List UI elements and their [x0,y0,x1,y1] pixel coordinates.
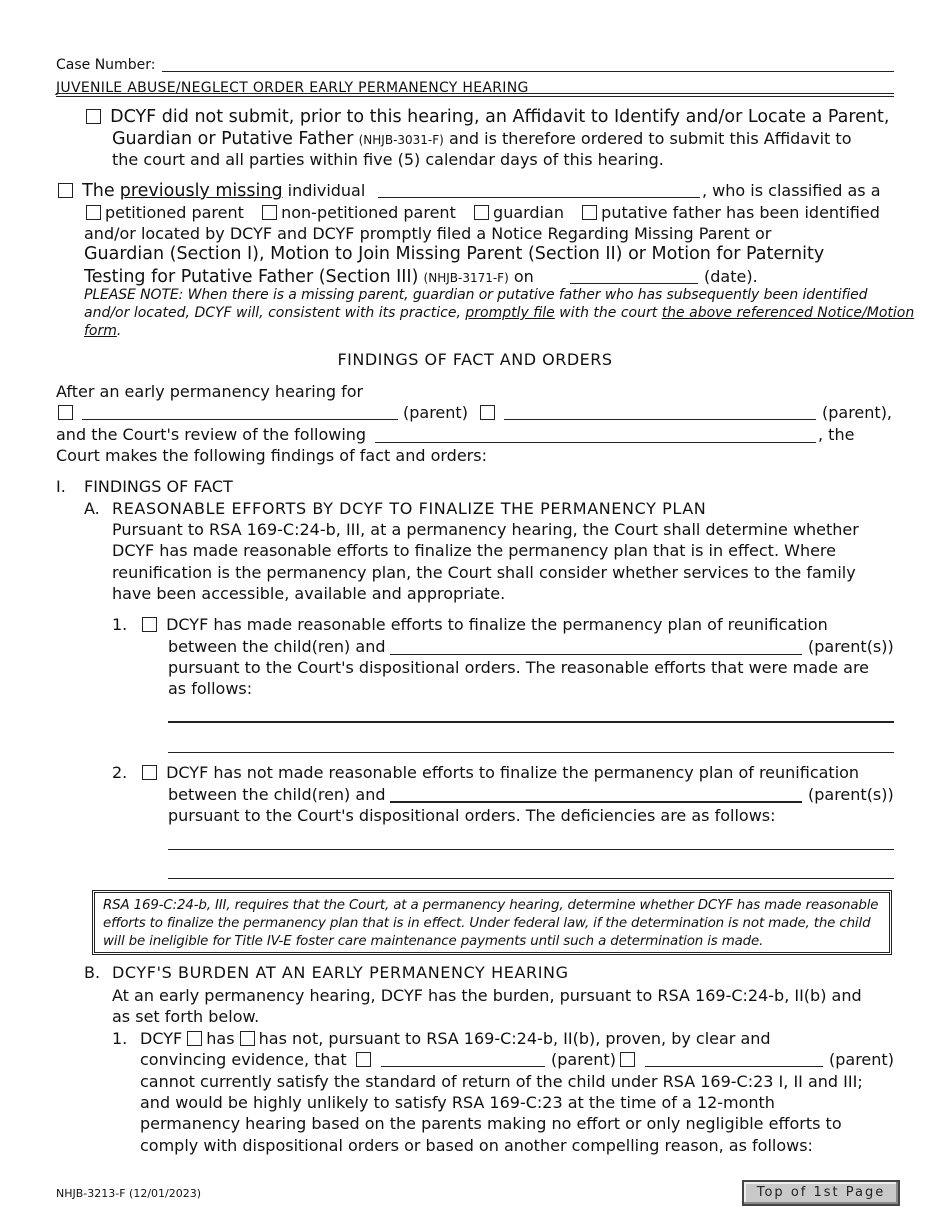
missing-individual-label: individual [287,181,366,200]
b1-has-label: has [206,1029,235,1048]
paternity-testing-text: Testing for Putative Father (Section III) [84,267,419,287]
petitioned-parent-label: petitioned parent [105,203,244,222]
non-petitioned-parent-label: non-petitioned parent [281,203,456,222]
top-of-first-page-button[interactable]: Top of 1st Page [742,1180,900,1206]
intro-parents-row [58,402,77,423]
rsa-box-line-3: will be ineligible for Title IV-E foster care maintenance payments until such a determination is made. [103,934,764,949]
title-rule-2 [56,96,894,97]
item-1-line-4: as follows: [168,679,253,698]
b1-has-not-checkbox[interactable] [240,1031,255,1046]
b1-parent-2-field[interactable] [645,1066,823,1067]
intro-review-label: and the Court's review of the following [56,425,367,444]
section-i-number: I. [56,477,66,496]
rsa-notice-box [92,890,892,955]
previously-missing-text: previously missing [119,181,283,201]
section-a-p4: have been accessible, available and appropriate. [112,584,506,603]
missing-line-4: Guardian (Section I), Motion to Join Missing Parent (Section II) or Motion for Paternity [84,244,825,264]
missing-individual-checkbox[interactable] [58,183,73,198]
item-2-checkbox[interactable] [142,765,157,780]
note-period: . [116,323,122,339]
item-2-line-2a: between the child(ren) and [168,785,386,804]
non-petitioned-parent-checkbox[interactable] [262,205,277,220]
b1-parent-1-label: (parent) [551,1050,616,1069]
affidavit-line-2b: and is therefore ordered to submit this Affidavit to [448,129,852,148]
case-number-label: Case Number: [56,57,156,73]
guardian-checkbox[interactable] [474,205,489,220]
item-1-line-2a: between the child(ren) and [168,637,386,656]
item-1-efforts-field-1[interactable] [168,721,894,723]
parent-2-field[interactable] [504,419,816,420]
item-2-text: DCYF has not made reasonable efforts to finalize the permanency plan of reunification [166,763,860,782]
b1-line-4: and would be highly unlikely to satisfy RSA 169-C:23 at the time of a 12-month [140,1093,775,1112]
b1-parent-2-label: (parent) [829,1050,894,1069]
missing-line-3: and/or located by DCYF and DCYF promptly filed a Notice Regarding Missing Parent or [84,224,772,243]
b1-parent-1-checkbox[interactable] [356,1052,371,1067]
affidavit-form-number: (NHJB-3031-F) [358,133,444,147]
b1-parent-1-checkbox-wrap [356,1049,375,1070]
court-review-field[interactable] [375,442,816,443]
guardian-label: guardian [493,203,564,222]
please-note-line-3 [84,322,121,340]
b1-line-1 [140,1028,771,1049]
missing-the: The [82,181,115,201]
affidavit-line-1: DCYF did not submit, prior to this hearing, an Affidavit to Identify and/or Locate a Parent, [110,107,890,127]
item-1-parents-field[interactable] [390,654,802,655]
item-1-efforts-field-2[interactable] [168,752,894,753]
item-2-deficiencies-field-2[interactable] [168,878,894,879]
intro-line-4: Court makes the following findings of fact and orders: [56,446,487,465]
date-label: (date). [704,267,758,286]
b1-dcyf: DCYF [140,1029,183,1048]
on-label: on [513,267,534,286]
findings-heading: FINDINGS OF FACT AND ORDERS [337,350,613,369]
classification-options [86,202,880,223]
section-b-label: B. [84,963,101,982]
putative-father-checkbox[interactable] [582,205,597,220]
section-b-p1: At an early permanency hearing, DCYF has the burden, pursuant to RSA 169-C:24-b, II(b) and [112,986,862,1005]
item-1-text: DCYF has made reasonable efforts to finalize the permanency plan of reunification [166,615,828,634]
parent-2-checkbox[interactable] [480,405,495,420]
missing-form-number: (NHJB-3171-F) [423,271,509,285]
b1-has-not-label: has not, pursuant to RSA 169-C:24-b, II(b), proven, by clear and [258,1029,771,1048]
classified-label: , who is classified as a [702,181,881,200]
petitioned-parent-checkbox[interactable] [86,205,101,220]
parent-2-checkbox-wrap [480,402,499,423]
b1-line-6: comply with dispositional orders or based on another compelling reason, as follows: [140,1136,813,1155]
parent-1-field[interactable] [82,419,398,420]
note-promptly-file: promptly file [465,305,555,321]
b1-line-2a: convincing evidence, that [140,1050,347,1069]
item-1-line-1 [142,614,828,635]
note-text-b: with the court [559,305,658,321]
b1-has-checkbox[interactable] [187,1031,202,1046]
case-number-field[interactable] [162,71,894,72]
item-1-parents-label: (parent(s)) [808,637,894,656]
note-above-referenced: the above referenced Notice/Motion [661,305,915,321]
filing-date-field[interactable] [570,283,698,284]
putative-father-label: putative father has been identified [601,203,880,222]
missing-individual-field[interactable] [378,197,700,198]
note-text-a: and/or located, DCYF will, consistent with its practice, [84,305,461,321]
missing-line-1 [58,180,365,202]
section-b-title: DCYF'S BURDEN AT AN EARLY PERMANENCY HEARING [112,963,569,982]
item-2-deficiencies-field-1[interactable] [168,849,894,850]
intro-line-1: After an early permanency hearing for [56,382,364,401]
item-2-line-1 [142,762,859,783]
section-a-p1: Pursuant to RSA 169-C:24-b, III, at a permanency hearing, the Court shall determine whether [112,520,859,539]
item-2-number: 2. [112,763,128,782]
parent-2-label: (parent), [822,403,893,422]
item-1-line-3: pursuant to the Court's dispositional orders. The reasonable efforts that were made are [168,658,870,677]
affidavit-checkbox[interactable] [86,109,101,124]
b1-line-3: cannot currently satisfy the standard of return of the child under RSA 169-C:23 I, II and III; [140,1072,863,1091]
please-note-line-2 [84,304,914,322]
intro-the: , the [818,425,855,444]
affidavit-title-part: Guardian or Putative Father [112,129,354,149]
section-a-p3: reunification is the permanency plan, the Court shall consider whether services to the family [112,563,856,582]
section-a-p2: DCYF has made reasonable efforts to finalize the permanency plan that is in effect. Where [112,541,836,560]
title-rule [56,93,894,94]
please-note-line-1: PLEASE NOTE: When there is a missing parent, guardian or putative father who has subsequently been identified [84,287,868,303]
rsa-box-line-2: efforts to finalize the permanency plan that is in effect. Under federal law, if the determination is not made, the child [103,916,871,931]
section-a-label: A. [84,499,100,518]
section-b-p2: as set forth below. [112,1007,260,1026]
form-id: NHJB-3213-F (12/01/2023) [56,1187,202,1200]
b1-line-5: permanency hearing based on the parents making no effort or only negligible efforts to [140,1114,842,1133]
affidavit-line-2 [112,128,851,151]
note-form: form [84,323,117,339]
section-a-title: REASONABLE EFFORTS BY DCYF TO FINALIZE THE PERMANENCY PLAN [112,499,707,518]
item-2-line-3: pursuant to the Court's dispositional orders. The deficiencies are as follows: [168,806,776,825]
rsa-box-line-1: RSA 169-C:24-b, III, requires that the Court, at a permanency hearing, determine whether DCYF has made reasonable [103,898,879,913]
b1-parent-2-checkbox-wrap [620,1049,639,1070]
item-2-parents-field[interactable] [390,801,802,803]
affidavit-line-3: the court and all parties within five (5) calendar days of this hearing. [112,150,664,169]
section-i-title: FINDINGS OF FACT [84,477,233,496]
parent-1-label: (parent) [403,403,468,422]
parent-1-checkbox[interactable] [58,405,73,420]
item-1-number: 1. [112,615,128,634]
b1-parent-2-checkbox[interactable] [620,1052,635,1067]
item-1-checkbox[interactable] [142,617,157,632]
b1-parent-1-field[interactable] [381,1066,545,1067]
b1-number: 1. [112,1029,128,1048]
form-title: JUVENILE ABUSE/NEGLECT ORDER EARLY PERMANENCY HEARING [56,80,529,96]
affidavit-paragraph [86,106,889,128]
item-2-parents-label: (parent(s)) [808,785,894,804]
